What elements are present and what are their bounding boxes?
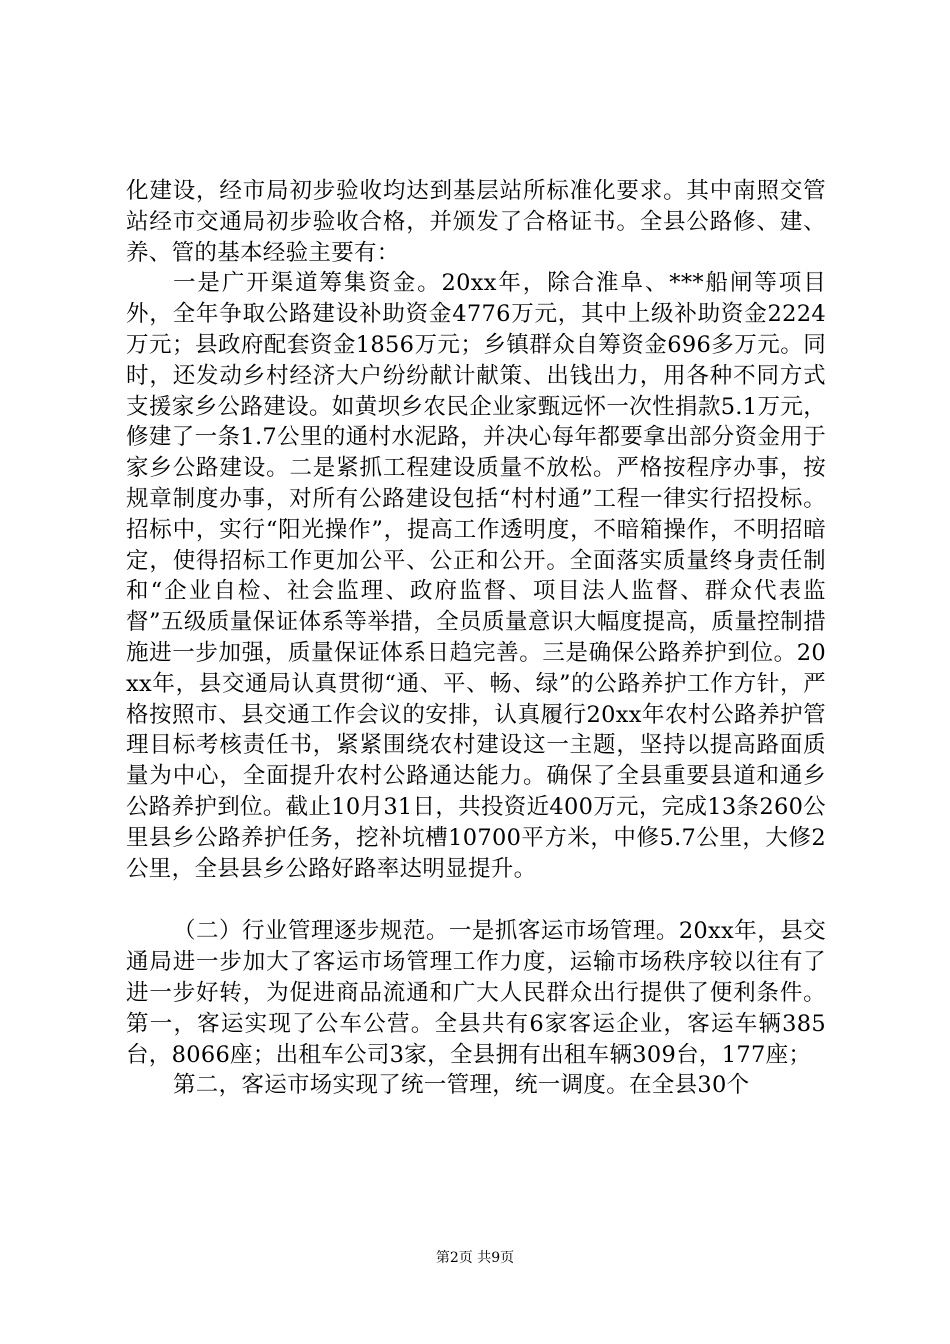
document-body: [126, 176, 826, 1101]
paragraph-experience: 一是广开渠道筹集资金。20xx年，除合淮阜、***船闸等项目外，全年争取公路建设补助资金4776万元，其中上级补助资金2224万元；县政府配套资金1856万元；乡镇群众自筹资金696多万元。同时，还发动乡村经济大户纷纷献计献策、出钱出力，用各种不同方式支援家乡公路建设。如黄坝乡农民企业家甄远怀一次性捐款5.1万元，修建了一条1.7公里的通村水泥路，并决心每年都要拿出部分资金用于家乡公路建设。二是紧抓工程建设质量不放松。严格按程序办事，按规章制度办事，对所有公路建设包括“村村通”工程一律实行招投标。招标中，实行“阳光操作”，提高工作透明度，不暗箱操作，不明招暗定，使得招标工作更加公平、公正和公开。全面落实质量终身责任制和“企业自检、社会监理、政府监督、项目法人监督、群众代表监督”五级质量保证体系等举措，全员质量意识大幅度提高，质量控制措施进一步加强，质量保证体系日趋完善。三是确保公路养护到位。20xx年，县交通局认真贯彻“通、平、畅、绿”的公路养护工作方针，严格按照市、县交通工作会议的安排，认真履行20xx年农村公路养护管理目标考核责任书，紧紧围绕农村建设这一主题，坚持以提高路面质量为中心，全面提升农村公路通达能力。确保了全县重要县道和通乡公路养护到位。截止10月31日，共投资近400万元，完成13条260公里县乡公路养护任务，挖补坑槽10700平方米，中修5.7公里，大修2公里，全县县乡公路好路率达明显提升。: [126, 270, 826, 882]
paragraph-industry-management: （二）行业管理逐步规范。一是抓客运市场管理。20xx年，县交通局进一步加大了客运市场管理工作力度，运输市场秩序较以往有了进一步好转，为促进商品流通和广大人民群众出行提供了便利条件。第一，客运实现了公车公营。全县共有6家客运企业，客运车辆385台，8066座；出租车公司3家，全县拥有出租车辆309台，177座；: [126, 918, 826, 1068]
page-footer: 第2页 共9页: [435, 1250, 515, 1266]
paragraph-passenger-market: 第二，客运市场实现了统一管理，统一调度。在全县30个: [173, 1072, 750, 1099]
paragraph-continuation: 化建设，经市局初步验收均达到基层站所标准化要求。其中南照交管站经市交通局初步验收合格，并颁发了合格证书。全县公路修、建、养、管的基本经验主要有：: [126, 178, 826, 266]
